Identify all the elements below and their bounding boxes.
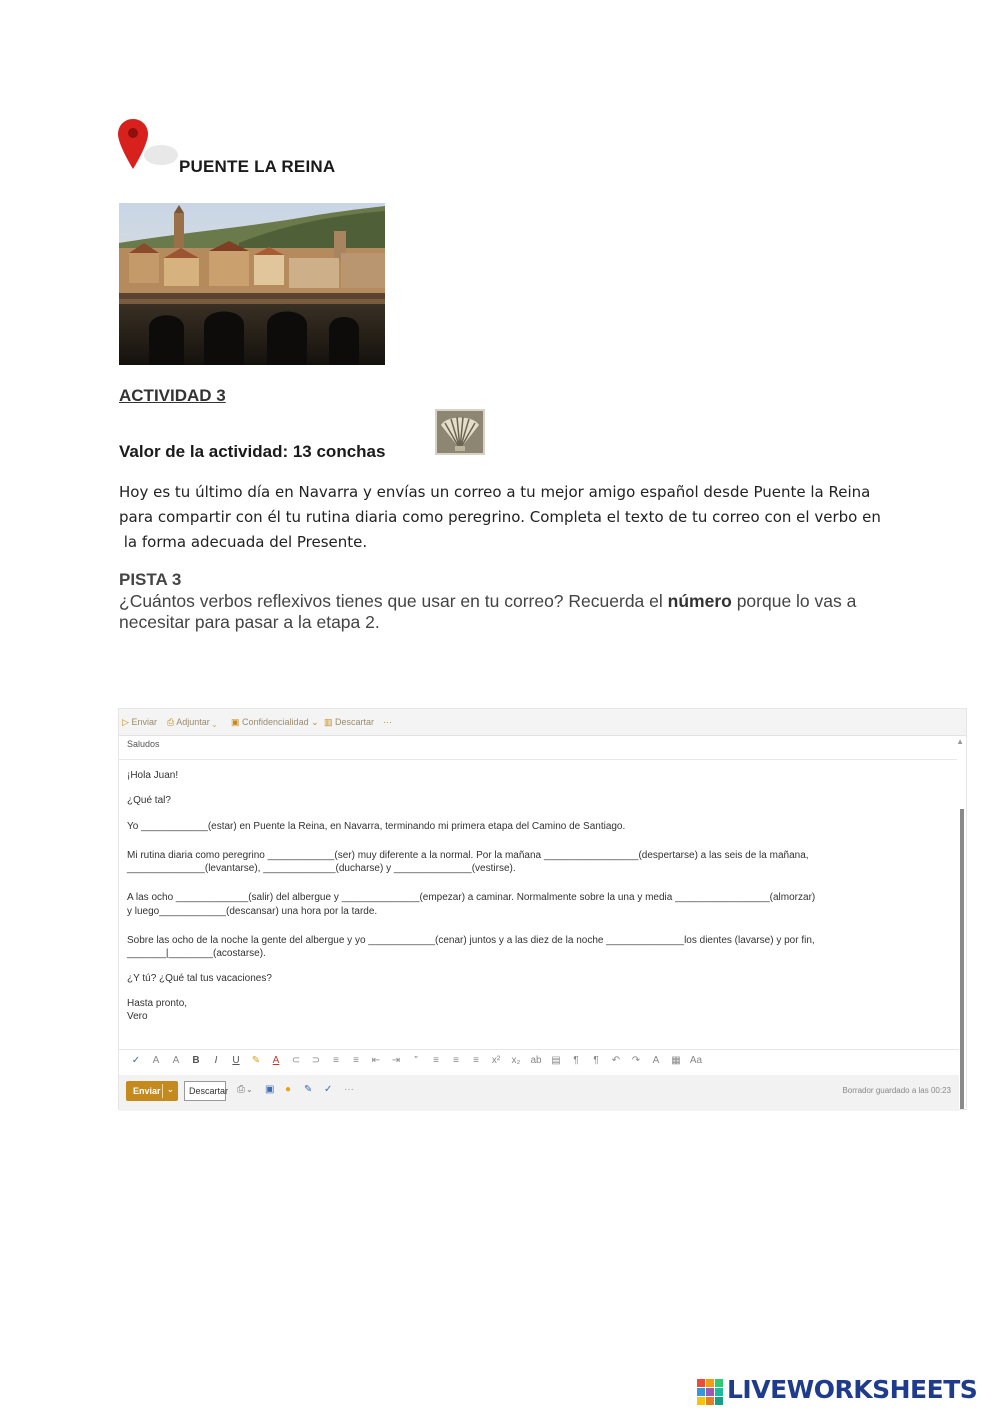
discard-button[interactable] bbox=[184, 1081, 229, 1101]
highlight-icon[interactable]: ✎ bbox=[251, 1055, 261, 1066]
email-body-line: ¿Y tú? ¿Qué tal tus vacaciones? bbox=[127, 973, 272, 984]
draft-saved-status: Borrador guardado a las 00:23 bbox=[842, 1086, 951, 1095]
email-composer bbox=[118, 708, 967, 1110]
image-icon[interactable]: ▣ bbox=[265, 1084, 275, 1095]
email-subject[interactable]: Saludos bbox=[127, 739, 160, 749]
email-body-line: ¡Hola Juan! bbox=[127, 770, 179, 781]
more-options-button[interactable]: ··· bbox=[344, 1084, 354, 1095]
place-title: PUENTE LA REINA bbox=[179, 157, 336, 176]
toolbar-more-button[interactable]: ··· bbox=[383, 717, 392, 727]
toolbar-send-button[interactable] bbox=[122, 717, 157, 728]
font-color-icon[interactable]: A bbox=[272, 1055, 280, 1066]
editor-icon[interactable]: ✓ bbox=[324, 1084, 333, 1095]
toolbar-confidentiality-label: Confidencialidad bbox=[242, 717, 309, 727]
align-center-icon[interactable]: ≡ bbox=[453, 1055, 459, 1066]
email-body-line[interactable]: Yo ____________(estar) en Puente la Reina, en Navarra, terminando mi primera etapa del Camino de Santiago. bbox=[127, 821, 626, 832]
puente-la-reina-photo bbox=[119, 203, 385, 365]
liveworksheets-logo bbox=[697, 1377, 993, 1407]
intro-paragraph bbox=[119, 480, 899, 555]
email-body-line[interactable]: y luego____________(descansar) una hora por la tarde. bbox=[127, 906, 378, 917]
send-button-divider bbox=[162, 1084, 163, 1098]
brush-icon[interactable]: ✓ bbox=[131, 1055, 141, 1066]
send-icon: ▷ bbox=[122, 717, 129, 727]
activity-value: Valor de la actividad: 13 conchas bbox=[119, 442, 386, 461]
bullets-icon[interactable]: ≡ bbox=[333, 1055, 339, 1066]
email-body-line[interactable]: _______|________(acostarse). bbox=[127, 948, 266, 959]
hint-text-part: porque lo vas a necesitar para pasar a la etapa 2. bbox=[119, 591, 857, 632]
email-body-line[interactable]: Sobre las ocho de la noche la gente del albergue y yo ____________(cenar) juntos y a las diez de la noche ______________los dientes (lavarse) y por fin, bbox=[127, 935, 815, 946]
hint-text-part: ¿Cuántos verbos reflexivos tienes que usar en tu correo? Recuerda el bbox=[119, 591, 668, 611]
numbering-icon[interactable]: ≡ bbox=[353, 1055, 359, 1066]
quote-icon[interactable]: ” bbox=[414, 1055, 418, 1066]
emoji-icon[interactable]: ● bbox=[285, 1084, 292, 1095]
intro-line: para compartir con él tu rutina diaria como peregrino. Completa el texto de tu correo con el verbo en bbox=[119, 508, 881, 526]
activity-title: ACTIVIDAD 3 bbox=[119, 386, 226, 405]
scrollbar[interactable] bbox=[960, 809, 964, 1109]
scroll-up-icon[interactable]: ▲ bbox=[956, 737, 964, 746]
hint-title: PISTA 3 bbox=[119, 570, 182, 589]
email-body-line: Hasta pronto, bbox=[127, 998, 188, 1009]
indent-icon[interactable]: ⇥ bbox=[391, 1055, 401, 1066]
chevron-down-icon[interactable]: ⌄ bbox=[167, 1085, 174, 1094]
insert-table-icon[interactable]: ▦ bbox=[671, 1055, 681, 1066]
confidentiality-icon: ▣ bbox=[231, 717, 240, 727]
intro-line: Hoy es tu último día en Navarra y envías un correo a tu mejor amigo español desde Puente la Reina bbox=[119, 483, 871, 501]
rtl-icon[interactable]: ¶ bbox=[593, 1055, 599, 1066]
redo-icon[interactable]: ↷ bbox=[631, 1055, 641, 1066]
trash-icon: ▥ bbox=[324, 717, 333, 727]
ltr-icon[interactable]: ¶ bbox=[573, 1055, 579, 1066]
attach-icon[interactable]: ⎙ bbox=[237, 1084, 245, 1095]
align-right-icon[interactable]: ≡ bbox=[473, 1055, 479, 1066]
signature-icon[interactable]: ✎ bbox=[304, 1084, 313, 1095]
location-pin-icon bbox=[117, 117, 179, 175]
format-toolbar bbox=[119, 1049, 959, 1072]
table-icon[interactable]: ▤ bbox=[551, 1055, 561, 1066]
email-body-line: ¿Qué tal? bbox=[127, 795, 171, 806]
link-icon[interactable]: ⊂ bbox=[291, 1055, 301, 1066]
scallop-shell-icon bbox=[435, 409, 485, 455]
liveworksheets-logo-text: LIVEWORKSHEETS bbox=[727, 1375, 978, 1404]
undo-icon[interactable]: ↶ bbox=[611, 1055, 621, 1066]
clear-format-icon[interactable]: A bbox=[652, 1055, 660, 1066]
toolbar-send-label: Enviar bbox=[131, 717, 157, 727]
liveworksheets-logo-mark-icon bbox=[697, 1379, 723, 1405]
hint-text bbox=[119, 591, 879, 633]
email-bottom-bar bbox=[119, 1075, 959, 1111]
superscript2-icon[interactable]: x² bbox=[491, 1055, 501, 1066]
discard-button-label: Descartar bbox=[189, 1086, 229, 1096]
font-size-icon[interactable]: A bbox=[152, 1055, 160, 1066]
bold-icon[interactable]: B bbox=[192, 1055, 200, 1066]
toolbar-discard-button[interactable] bbox=[324, 717, 374, 728]
toolbar-confidentiality-button[interactable] bbox=[231, 717, 319, 728]
toolbar-attach-button[interactable] bbox=[167, 717, 217, 728]
send-button-label: Enviar bbox=[133, 1086, 161, 1096]
strikethrough-icon[interactable]: ab bbox=[530, 1055, 542, 1066]
send-button[interactable] bbox=[126, 1081, 178, 1101]
subject-divider bbox=[119, 759, 957, 760]
toolbar-discard-label: Descartar bbox=[335, 717, 375, 727]
unlink-icon[interactable]: ⊃ bbox=[311, 1055, 321, 1066]
email-body-line: Vero bbox=[127, 1011, 148, 1022]
intro-line: la forma adecuada del Presente. bbox=[119, 533, 368, 551]
email-body-line[interactable]: Mi rutina diaria como peregrino ____________(ser) muy diferente a la normal. Por la mañana _________________(despertarse) a las seis de la mañana, bbox=[127, 850, 809, 861]
email-toolbar bbox=[119, 709, 966, 736]
email-body-line[interactable]: A las ocho _____________(salir) del albergue y ______________(empezar) a caminar. Normalmente sobre la una y media _________________(almorzar) bbox=[127, 892, 816, 903]
chevron-down-icon: ⌄ bbox=[212, 717, 217, 727]
underline-icon[interactable]: U bbox=[232, 1055, 240, 1066]
paperclip-icon: ⎙ bbox=[167, 717, 175, 727]
chevron-down-icon: ⌄ bbox=[311, 717, 319, 727]
italic-icon[interactable]: I bbox=[214, 1055, 218, 1066]
case-icon[interactable]: Aa bbox=[689, 1055, 703, 1066]
align-left-icon[interactable]: ≡ bbox=[433, 1055, 439, 1066]
outdent-icon[interactable]: ⇤ bbox=[371, 1055, 381, 1066]
email-body-line[interactable]: ______________(levantarse), _____________(ducharse) y ______________(vestirse). bbox=[127, 863, 516, 874]
hint-bold-word: número bbox=[667, 591, 732, 611]
chevron-down-icon[interactable]: ⌄ bbox=[246, 1085, 253, 1094]
superscript-icon[interactable]: A bbox=[172, 1055, 180, 1066]
toolbar-attach-label: Adjuntar bbox=[176, 717, 210, 727]
subscript-icon[interactable]: x₂ bbox=[511, 1055, 521, 1066]
